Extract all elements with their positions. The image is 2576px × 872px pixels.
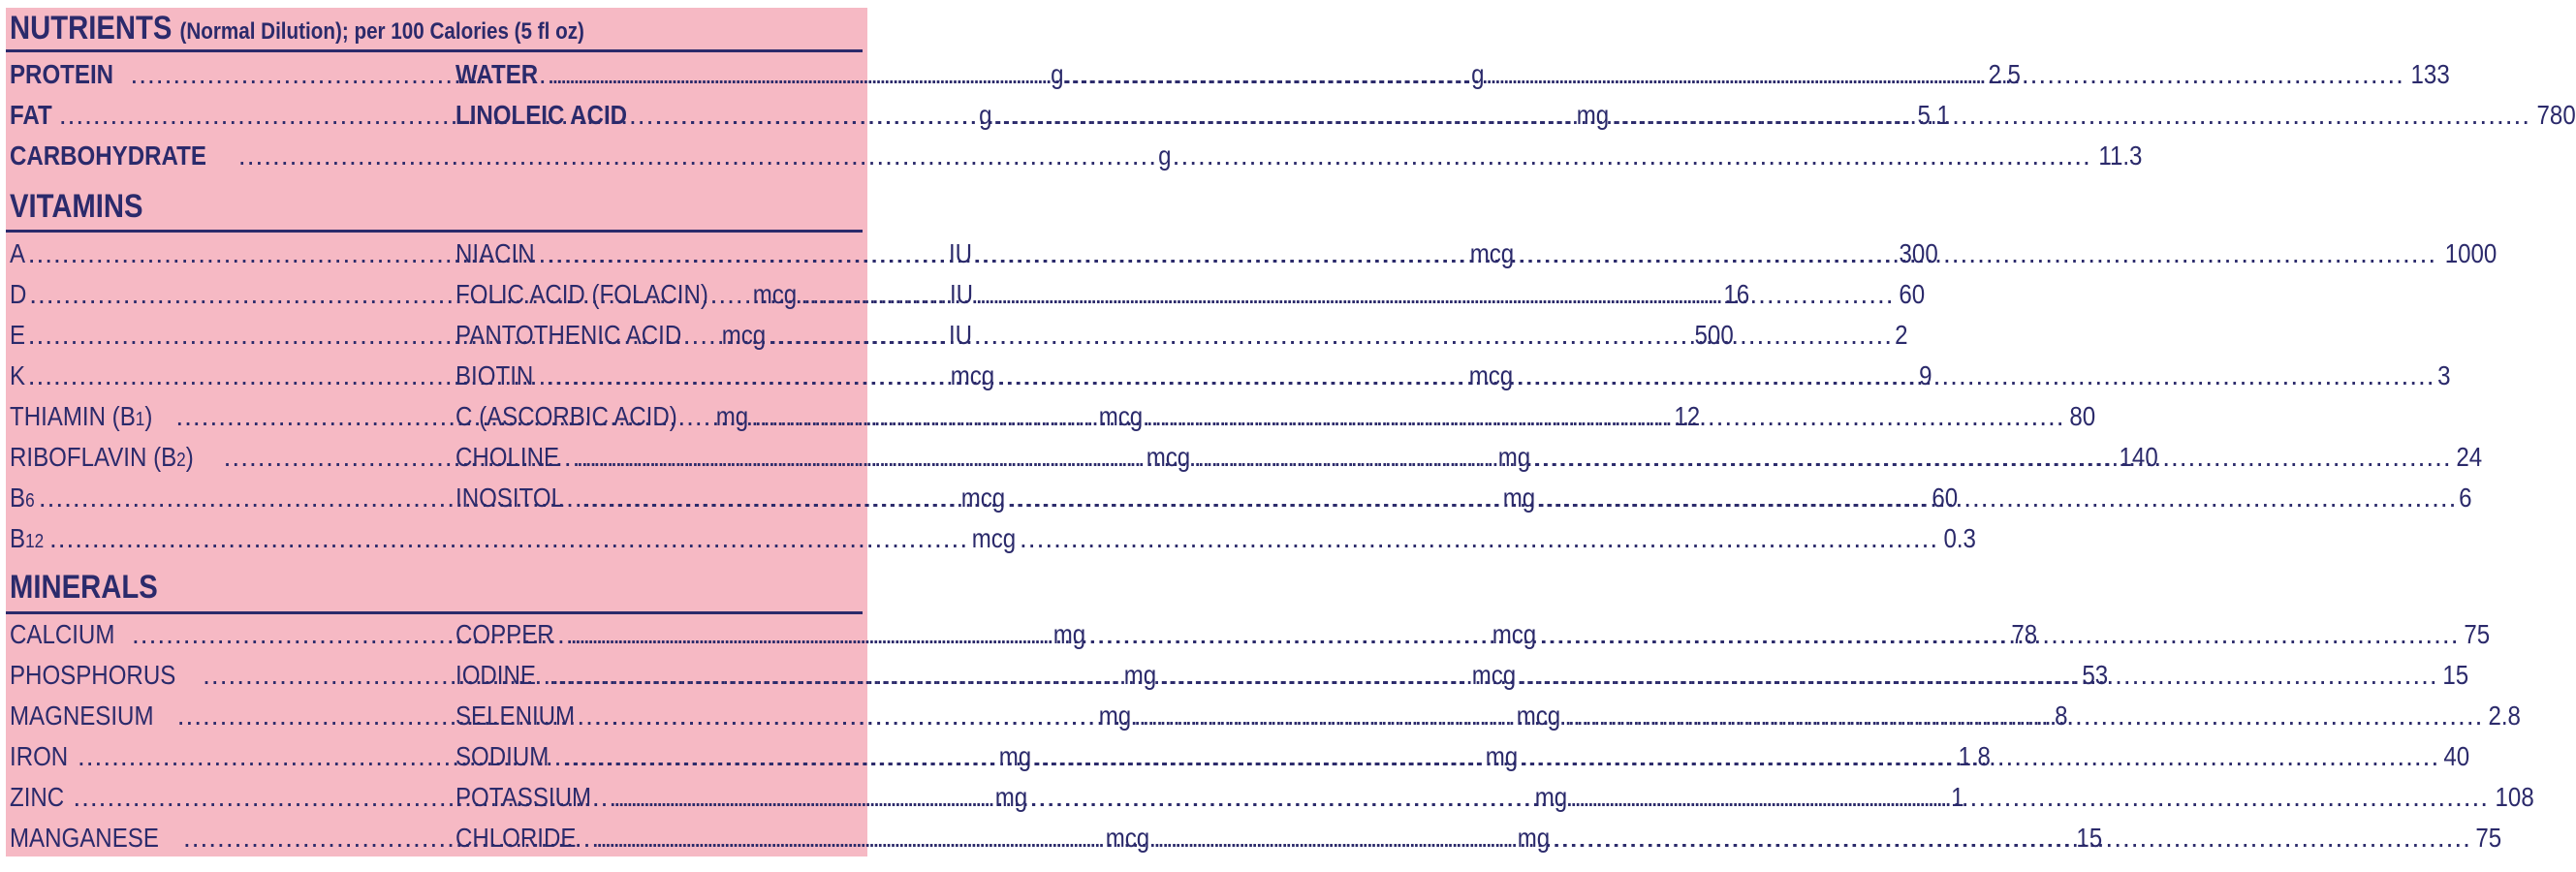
nutrient-name: WATER xyxy=(456,59,539,89)
nutrient-value: 15 xyxy=(2442,660,2468,690)
nutrient-unit: mg xyxy=(715,401,749,431)
nutrient-unit: IU xyxy=(948,320,972,350)
nutrient-unit: mg xyxy=(1497,442,1530,472)
nutrient-value: 1000 xyxy=(2444,238,2497,268)
nutrient-name: CARBOHYDRATE xyxy=(10,140,206,171)
nutrient-unit: mcg xyxy=(1471,660,1516,690)
nutrient-name: FOLIC ACID (FOLACIN) xyxy=(456,279,708,309)
leader-dots xyxy=(1486,59,2404,90)
leader-dots xyxy=(549,660,1467,691)
nutrients-header xyxy=(10,10,584,47)
leader-dots xyxy=(1553,823,2471,854)
leader-dots xyxy=(581,483,1500,514)
nutrient-value: 40 xyxy=(2443,741,2470,771)
nutrient-value: 2.8 xyxy=(2488,701,2522,731)
nutrient-name: CHLORIDE xyxy=(456,823,577,853)
nutrient-name: PROTEIN xyxy=(10,59,114,89)
nutrient-value: 53 xyxy=(2082,660,2109,690)
nutrient-name: POTASSIUM xyxy=(456,782,592,812)
nutrient-value: 16 xyxy=(1723,279,1750,309)
nutrient-name: BIOTIN xyxy=(456,360,534,390)
nutrient-unit: mcg xyxy=(1105,823,1150,853)
vitamins-row xyxy=(456,360,2451,393)
nutrient-unit: mg xyxy=(1098,701,1132,731)
nutrient-name: FAT xyxy=(10,100,52,130)
nutrient-unit: mg xyxy=(1052,619,1086,649)
minerals-rule xyxy=(6,611,863,614)
nutrient-unit: g xyxy=(979,100,992,130)
leader-dots xyxy=(551,59,1470,90)
nutrient-name: THIAMIN (B1) xyxy=(10,401,153,431)
leader-dots xyxy=(548,238,1466,269)
nutrient-unit: mg xyxy=(1503,483,1536,513)
nutrients-title: NUTRIENTS xyxy=(10,10,173,47)
nutrient-value: 9 xyxy=(1919,360,1932,390)
nutrient-name: MAGNESIUM xyxy=(10,701,154,731)
leader-dots xyxy=(1516,360,2435,391)
nutrient-unit: mcg xyxy=(950,360,995,390)
nutrient-name: INOSITOL xyxy=(456,483,564,513)
nutrient-value: 2 xyxy=(1895,320,1908,350)
nutrient-unit: mcg xyxy=(753,279,798,309)
leader-dots xyxy=(801,279,1719,310)
nutrient-name: C (ASCORBIC ACID) xyxy=(456,401,677,431)
leader-dots xyxy=(596,823,1515,854)
leader-dots xyxy=(1533,442,2452,473)
leader-dots xyxy=(1612,100,2530,131)
nutrient-name: A xyxy=(10,238,26,268)
nutrient-unit: mcg xyxy=(1098,401,1143,431)
nutrient-name: CHOLINE xyxy=(456,442,560,472)
nutrient-value: 5.1 xyxy=(1917,100,1950,130)
leader-dots xyxy=(546,360,1464,391)
leader-dots xyxy=(1518,238,2436,269)
nutrient-value: 75 xyxy=(2475,823,2502,853)
nutrient-value: 8 xyxy=(2055,701,2068,731)
nutrient-unit: g xyxy=(1158,140,1172,171)
nutrient-value: 300 xyxy=(1899,238,1938,268)
nutrient-unit: mg xyxy=(1576,100,1610,130)
leader-dots xyxy=(1520,660,2438,691)
nutrient-unit: g xyxy=(1471,59,1485,89)
nutrient-name: NIACIN xyxy=(456,238,535,268)
leader-dots xyxy=(770,320,1688,351)
nutrient-unit: mg xyxy=(1485,741,1519,771)
nutrient-value: 500 xyxy=(1694,320,1735,350)
nutrition-panel xyxy=(6,8,2576,856)
leader-dots xyxy=(564,741,1483,772)
nutrient-value: 1.8 xyxy=(1958,741,1992,771)
nutrient-name: SODIUM xyxy=(456,741,550,771)
nutrient-value: 108 xyxy=(2495,782,2534,812)
nutrient-value: 780 xyxy=(2536,100,2576,130)
nutrient-unit: mcg xyxy=(971,523,1017,553)
nutrient-value: 12 xyxy=(1674,401,1701,431)
vitamins-row xyxy=(10,523,1977,556)
nutrient-unit: mcg xyxy=(1146,442,1191,472)
nutrient-name: PANTOTHENIC ACID xyxy=(456,320,682,350)
nutrient-value: 140 xyxy=(2119,442,2158,472)
nutrient-value: 78 xyxy=(2011,619,2038,649)
nutrient-name: CALCIUM xyxy=(10,619,115,649)
nutrient-name: SELENIUM xyxy=(456,701,576,731)
nutrient-value: 60 xyxy=(1898,279,1925,309)
nutrients-row xyxy=(10,140,2143,173)
nutrient-value: 60 xyxy=(1932,483,1959,513)
nutrient-name: PHOSPHORUS xyxy=(10,660,176,690)
nutrient-name: D xyxy=(10,279,27,309)
nutrient-name: COPPER xyxy=(456,619,554,649)
nutrient-value: 0.3 xyxy=(1943,523,1977,553)
vitamins-title: VITAMINS xyxy=(10,188,143,225)
leader-dots xyxy=(238,140,1157,171)
nutrient-value: 80 xyxy=(2068,401,2095,431)
leader-dots xyxy=(1538,483,2457,514)
nutrient-name: MANGANESE xyxy=(10,823,159,853)
nutrient-name: ZINC xyxy=(10,782,65,812)
leader-dots xyxy=(1173,140,2091,171)
nutrient-value: 2.5 xyxy=(1988,59,2022,89)
nutrient-unit: mcg xyxy=(721,320,767,350)
nutrient-value: 1 xyxy=(1950,782,1964,812)
leader-dots xyxy=(613,782,1532,813)
nutrient-name: B6 xyxy=(10,483,35,513)
nutrient-value: 6 xyxy=(2459,483,2473,513)
leader-dots xyxy=(751,401,1670,432)
nutrient-unit: mcg xyxy=(1468,360,1513,390)
nutrient-unit: IU xyxy=(948,238,972,268)
nutrient-value: 3 xyxy=(2436,360,2451,390)
nutrient-value: 24 xyxy=(2456,442,2482,472)
nutrient-unit: mg xyxy=(998,741,1032,771)
minerals-row xyxy=(456,782,2534,815)
nutrient-unit: mcg xyxy=(1517,701,1561,731)
nutrient-name: E xyxy=(10,320,26,350)
nutrient-unit: IU xyxy=(950,279,974,309)
nutrient-name: B12 xyxy=(10,523,45,553)
leader-dots xyxy=(1540,619,2459,650)
nutrient-name: RIBOFLAVIN (B2) xyxy=(10,442,194,472)
leader-dots xyxy=(570,619,1489,650)
nutrient-value: 11.3 xyxy=(2098,140,2143,171)
header-rule xyxy=(6,49,863,52)
nutrient-unit: mg xyxy=(1534,782,1568,812)
nutrient-name: IODINE xyxy=(456,660,536,690)
nutrient-name: LINOLEIC ACID xyxy=(456,100,628,130)
vitamins-rule xyxy=(6,230,863,233)
nutrient-name: IRON xyxy=(10,741,69,771)
nutrients-subtitle: (Normal Dilution); per 100 Calories (5 fl oz) xyxy=(179,18,584,45)
leader-dots xyxy=(594,701,1513,732)
nutrient-unit: g xyxy=(1050,59,1064,89)
nutrient-unit: mcg xyxy=(1469,238,1515,268)
nutrient-name: K xyxy=(10,360,26,390)
nutrient-value: 133 xyxy=(2410,59,2450,89)
leader-dots xyxy=(1570,782,2489,813)
leader-dots xyxy=(655,100,1574,131)
leader-dots xyxy=(1564,701,2483,732)
nutrient-value: 75 xyxy=(2463,619,2490,649)
nutrient-unit: mcg xyxy=(1492,619,1537,649)
leader-dots xyxy=(49,523,968,554)
nutrient-unit: mcg xyxy=(960,483,1006,513)
minerals-title: MINERALS xyxy=(10,569,158,606)
nutrient-value: 15 xyxy=(2076,823,2103,853)
nutrient-unit: mg xyxy=(1517,823,1551,853)
nutrient-unit: mg xyxy=(994,782,1027,812)
nutrient-unit: mg xyxy=(1124,660,1157,690)
leader-dots xyxy=(576,442,1494,473)
leader-dots xyxy=(1020,523,1938,554)
leader-dots xyxy=(1521,741,2439,772)
